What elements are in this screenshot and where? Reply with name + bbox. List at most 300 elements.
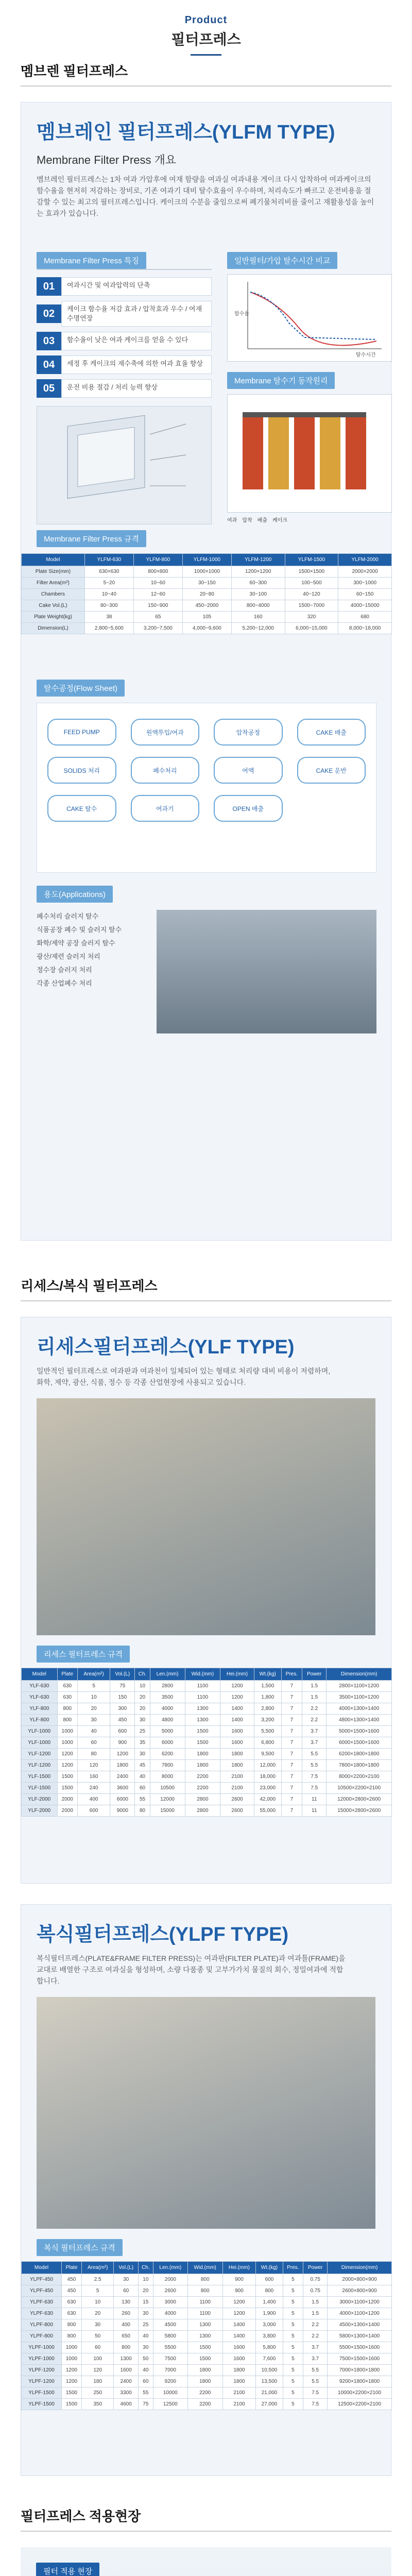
mechanism-diagram <box>227 394 392 513</box>
table-cell: 3.7 <box>302 1737 326 1749</box>
table-cell: 25 <box>135 1726 150 1737</box>
table-cell: 30 <box>135 1749 150 1760</box>
features-list <box>37 277 212 398</box>
recessed-card-title: 리세스필터프레스(YLF TYPE) <box>37 1336 295 1358</box>
table-header: Wid.(mm) <box>185 1668 220 1681</box>
flow-step: CAKE 탈수 <box>47 795 116 822</box>
flow-step: SOLIDS 처리 <box>47 757 116 784</box>
table-cell: 2000 <box>153 2274 187 2285</box>
table-row <box>22 2387 392 2399</box>
table-cell: 60 <box>135 1783 150 1794</box>
table-cell: 1800 <box>185 1749 220 1760</box>
table-cell: 4000 <box>150 1703 185 1715</box>
section-title-sites: 필터프레스 적용현장 <box>21 2509 141 2524</box>
table-cell: 800 <box>256 2285 283 2297</box>
table-cell: 1.5 <box>302 1681 326 1692</box>
table-cell: 120 <box>82 2365 114 2376</box>
table-header: Hei.(mm) <box>222 2262 256 2274</box>
table-cell: 5000×1500×1600 <box>327 1726 392 1737</box>
table-cell: 40 <box>138 2365 153 2376</box>
table-cell: 20 <box>138 2285 153 2297</box>
sites-tag: 필터 적용 현장 <box>36 2563 99 2576</box>
table-cell: 1500 <box>185 1737 220 1749</box>
table-cell: 2800 <box>185 1805 220 1817</box>
table-cell: 1.5 <box>303 2297 328 2308</box>
table-cell: 1200 <box>220 1692 254 1703</box>
table-cell: YLPF-1000 <box>22 2342 62 2353</box>
table-cell: 5.5 <box>302 1760 326 1771</box>
table-cell: 650 <box>114 2331 139 2342</box>
table-cell: 2000 <box>57 1805 78 1817</box>
table-cell: 3.7 <box>303 2342 328 2353</box>
table-row <box>22 2353 392 2365</box>
table-cell: 240 <box>78 1783 110 1794</box>
table-cell: 12500×2200×2100 <box>328 2399 392 2410</box>
table-cell: 1200 <box>57 1749 78 1760</box>
table-cell: 3000 <box>153 2297 187 2308</box>
table-cell: 3000×1100×1200 <box>328 2297 392 2308</box>
table-row <box>22 2274 392 2285</box>
table-cell: 60 <box>82 2342 114 2353</box>
table-cell: 630 <box>62 2297 82 2308</box>
table-header: Hei.(mm) <box>220 1668 254 1681</box>
table-cell: 2200 <box>187 2387 222 2399</box>
table-cell: YLPF-630 <box>22 2297 62 2308</box>
table-cell: 2100 <box>222 2387 256 2399</box>
table-cell: 7 <box>281 1737 302 1749</box>
table-cell: YLPF-450 <box>22 2285 62 2297</box>
filter-plate-illustration <box>37 406 212 524</box>
membrane-subtitle: Membrane Filter Press 개요 <box>37 154 177 166</box>
table-cell: 400 <box>78 1794 110 1805</box>
table-row <box>22 2319 392 2331</box>
list-item: 각종 산업폐수 처리 <box>37 979 92 987</box>
table-cell: 800 <box>62 2331 82 2342</box>
recessed-description: 일반적인 필터프레스로 여과판과 여과천이 일체되어 있는 형태로 처리량 대비 비용이 저렴하며, 화학, 제약, 광산, 식품, 정수 등 각종 산업현장에 사용되고 있습니다. <box>37 1367 331 1386</box>
list-item: 화학/제약 공장 슬러지 탈수 <box>37 939 115 947</box>
plateframe-spec-tag: 복식 필터프레스 규격 <box>37 2239 123 2256</box>
table-cell: 4000×1100×1200 <box>328 2308 392 2319</box>
table-cell: 15 <box>138 2297 153 2308</box>
table-cell: 5 <box>283 2319 303 2331</box>
table-cell: YLPF-1200 <box>22 2365 62 2376</box>
table-cell: 5500×1500×1600 <box>328 2342 392 2353</box>
applications-block <box>37 886 376 1033</box>
table-cell: YLF-1200 <box>22 1760 58 1771</box>
table-cell: 2600 <box>220 1805 254 1817</box>
table-row <box>22 1805 392 1817</box>
table-cell: 1200 <box>110 1749 135 1760</box>
table-row <box>22 2308 392 2319</box>
table-cell: 1100 <box>185 1681 220 1692</box>
table-cell: 600 <box>78 1805 110 1817</box>
table-cell: 10 <box>138 2274 153 2285</box>
table-cell: 1800 <box>110 1760 135 1771</box>
table-row <box>22 1703 392 1715</box>
table-cell: 7 <box>281 1805 302 1817</box>
table-cell: YLF-1200 <box>22 1749 58 1760</box>
table-cell: 7500×1500×1600 <box>328 2353 392 2365</box>
features-block <box>37 252 212 524</box>
table-cell: 2.2 <box>302 1703 326 1715</box>
table-cell: YLF-630 <box>22 1681 58 1692</box>
flow-tag: 탈수공정(Flow Sheet) <box>37 680 125 697</box>
table-cell: 2100 <box>220 1783 254 1794</box>
flow-step: 여액 <box>214 757 283 784</box>
table-row: Cake Vol.(L) 80~300 150~900 450~2000 800~4000 1500~7000 4000~15000 <box>22 600 392 612</box>
table-cell: YLPF-1000 <box>22 2353 62 2365</box>
table-cell: 9200 <box>153 2376 187 2387</box>
table-cell: 7800 <box>150 1760 185 1771</box>
table-cell: 350 <box>82 2399 114 2410</box>
membrane-card <box>21 102 391 1241</box>
table-row: Plate Weight(kg) 38 65 105 160 320 680 <box>22 612 392 623</box>
table-cell: 800 <box>187 2274 222 2285</box>
table-cell: 20 <box>135 1692 150 1703</box>
table-header: Dimension(mm) <box>327 1668 392 1681</box>
table-cell: 1800 <box>187 2376 222 2387</box>
table-cell: 600 <box>110 1726 135 1737</box>
flow-step: FEED PUMP <box>47 719 116 745</box>
table-header: Model <box>22 1668 58 1681</box>
sites-panel <box>21 2547 391 2576</box>
compare-block <box>227 252 392 523</box>
table-cell: 40 <box>138 2331 153 2342</box>
table-cell: 60 <box>114 2285 139 2297</box>
section-rule <box>21 86 391 87</box>
table-cell: 260 <box>114 2308 139 2319</box>
table-cell: 7.5 <box>302 1783 326 1794</box>
plateframe-card <box>21 1904 391 2476</box>
table-cell: 7.5 <box>303 2387 328 2399</box>
table-cell: 1,900 <box>256 2308 283 2319</box>
table-row <box>22 1794 392 1805</box>
table-cell: 2.2 <box>303 2319 328 2331</box>
table-cell: 1100 <box>187 2297 222 2308</box>
page-header <box>0 0 412 57</box>
table-header: Len.(mm) <box>150 1668 185 1681</box>
flow-step: 원액투입/여과 <box>131 719 200 745</box>
table-cell: 5 <box>283 2353 303 2365</box>
table-header: Wid.(mm) <box>187 2262 222 2274</box>
feature-item: 02 케이크 함수율 저감 효과 / 압착효과 우수 / 여재 수명연장 <box>37 301 212 327</box>
table-cell: 10 <box>82 2297 114 2308</box>
table-row <box>22 2297 392 2308</box>
table-cell: 3.7 <box>303 2353 328 2365</box>
table-row <box>22 1771 392 1783</box>
table-cell: 450 <box>62 2285 82 2297</box>
table-cell: 1.5 <box>303 2308 328 2319</box>
table-cell: 2400 <box>114 2376 139 2387</box>
table-cell: 20 <box>82 2308 114 2319</box>
table-cell: 7 <box>281 1681 302 1692</box>
table-cell: 2600 <box>220 1794 254 1805</box>
table-cell: 3500×1100×1200 <box>327 1692 392 1703</box>
table-cell: 10000×2200×2100 <box>328 2387 392 2399</box>
table-cell: 160 <box>78 1771 110 1783</box>
table-cell: 7 <box>281 1749 302 1760</box>
table-cell: 55 <box>138 2387 153 2399</box>
table-cell: 5 <box>82 2285 114 2297</box>
flow-step: OPEN 배출 <box>214 795 283 822</box>
table-cell: 40 <box>135 1771 150 1783</box>
table-cell: 75 <box>110 1681 135 1692</box>
table-cell: YLPF-630 <box>22 2308 62 2319</box>
table-cell: 6200 <box>150 1749 185 1760</box>
list-item: 광산/제련 슬러지 처리 <box>37 953 100 960</box>
table-cell: 12500 <box>153 2399 187 2410</box>
table-row <box>22 1783 392 1794</box>
list-item: 정수장 슬러지 처리 <box>37 966 92 974</box>
table-cell: 2200 <box>185 1771 220 1783</box>
table-cell: YLF-1000 <box>22 1726 58 1737</box>
table-cell: YLF-2000 <box>22 1805 58 1817</box>
table-cell: 3,800 <box>256 2331 283 2342</box>
table-cell: YLF-1500 <box>22 1783 58 1794</box>
table-row <box>22 2365 392 2376</box>
table-cell: 7800×1800×1800 <box>327 1760 392 1771</box>
table-cell: 4800×1300×1400 <box>327 1715 392 1726</box>
section-title-recessed: 리세스/복식 필터프레스 <box>21 1278 158 1294</box>
membrane-spec-table: Model YLFM-630 YLFM-800 YLFM-1000 YLFM-1200 YLFM-1500 YLFM-2000 Plate Size(mm) 630×630 800×800 1000×1000 1200×1200 1500×1500 2000×2000 Filter Area(m²) 5~20 10~60 30~150 60~300 100~500 300~1000 Chambers 10~40 12~60 20~80 30~100 40~120 60~150 Cake Vol.(L) 80~300 150~900 450~2000 800~4000 1500~7000 4000~15000 Plate Weight(kg) 38 65 105 160 320 680 Dimension(L) 2,800~5,600 3,200~7,500 4,000~9,600 5,200~12,000 6,000~15,000 8,000~18,000 <box>21 553 392 634</box>
table-cell: 12000×2800×2600 <box>327 1794 392 1805</box>
flow-sheet <box>37 703 376 873</box>
flow-sheet-block <box>37 680 376 873</box>
mechanism-tag: Membrane 탈수기 동작원리 <box>227 372 335 389</box>
table-cell: 4000 <box>153 2308 187 2319</box>
table-cell: 10000 <box>153 2387 187 2399</box>
table-cell: 10,500 <box>256 2365 283 2376</box>
table-cell: 800 <box>57 1715 78 1726</box>
table-cell: 15000 <box>150 1805 185 1817</box>
feature-item: 03 함수율이 낮은 여과 케이크를 얻을 수 있다 <box>37 332 212 350</box>
table-cell: 250 <box>82 2387 114 2399</box>
table-cell: 7000×1800×1800 <box>328 2365 392 2376</box>
table-cell: 3,000 <box>256 2319 283 2331</box>
dewater-compare-chart <box>227 274 392 362</box>
table-cell: 1500 <box>62 2387 82 2399</box>
membrane-card-title: 멤브레인 필터프레스(YLFM TYPE) <box>37 122 335 143</box>
table-cell: 2.2 <box>302 1715 326 1726</box>
table-cell: 5 <box>283 2274 303 2285</box>
table-cell: 30 <box>138 2308 153 2319</box>
table-cell: 8000×2200×2100 <box>327 1771 392 1783</box>
table-cell: 4800 <box>150 1715 185 1726</box>
table-cell: 20 <box>135 1703 150 1715</box>
table-cell: 630 <box>57 1692 78 1703</box>
table-cell: 1200 <box>62 2365 82 2376</box>
table-cell: YLF-800 <box>22 1715 58 1726</box>
table-row: Plate Size(mm) 630×630 800×800 1000×1000 1200×1200 1500×1500 2000×2000 <box>22 566 392 578</box>
table-cell: 4500×1300×1400 <box>328 2319 392 2331</box>
table-cell: 1000 <box>57 1726 78 1737</box>
table-cell: 150 <box>110 1692 135 1703</box>
table-cell: 2800 <box>185 1794 220 1805</box>
table-cell: 6200×1800×1800 <box>327 1749 392 1760</box>
table-header: Wt.(kg) <box>256 2262 283 2274</box>
table-cell: 2600 <box>153 2285 187 2297</box>
table-cell: 5.5 <box>303 2376 328 2387</box>
table-cell: YLPF-800 <box>22 2319 62 2331</box>
table-row <box>22 1692 392 1703</box>
table-cell: 45 <box>135 1760 150 1771</box>
table-cell: 1000 <box>57 1737 78 1749</box>
table-cell: 450 <box>62 2274 82 2285</box>
table-cell: 1500 <box>187 2342 222 2353</box>
table-cell: 30 <box>114 2274 139 2285</box>
title-underline <box>191 54 221 56</box>
recessed-card <box>21 1317 391 1884</box>
section-rule <box>21 2531 391 2532</box>
table-cell: 1500 <box>57 1783 78 1794</box>
table-header: Dimension(mm) <box>328 2262 392 2274</box>
table-header: Area(m²) <box>78 1668 110 1681</box>
table-cell: 5 <box>283 2297 303 2308</box>
table-cell: 5000 <box>150 1726 185 1737</box>
mechanism-legend: 여과 압착 배출 케이크 <box>227 518 287 523</box>
table-cell: 20 <box>78 1703 110 1715</box>
table-cell: 1200 <box>222 2297 256 2308</box>
table-row <box>22 2331 392 2342</box>
flow-step: 폐수처리 <box>131 757 200 784</box>
table-cell: 13,500 <box>256 2376 283 2387</box>
feature-item: 01 여과시간 및 여과압력의 단축 <box>37 277 212 296</box>
table-cell: 1500 <box>185 1726 220 1737</box>
table-cell: YLPF-1200 <box>22 2376 62 2387</box>
recessed-spec-tag: 리세스 필터프레스 규격 <box>37 1646 130 1663</box>
table-cell: 1500 <box>187 2353 222 2365</box>
table-cell: 3,200 <box>254 1715 281 1726</box>
table-cell: YLF-1500 <box>22 1771 58 1783</box>
table-cell: 630 <box>57 1681 78 1692</box>
table-cell: YLF-1000 <box>22 1737 58 1749</box>
table-cell: 50 <box>82 2331 114 2342</box>
table-cell: 300 <box>110 1703 135 1715</box>
table-cell: 5 <box>283 2376 303 2387</box>
table-cell: 30 <box>138 2342 153 2353</box>
table-cell: 800 <box>187 2285 222 2297</box>
table-cell: 0.75 <box>303 2285 328 2297</box>
table-cell: 1800 <box>187 2365 222 2376</box>
table-header: Ch. <box>138 2262 153 2274</box>
table-cell: YLPF-800 <box>22 2331 62 2342</box>
table-cell: 1800 <box>222 2365 256 2376</box>
table-header: Power <box>302 1668 326 1681</box>
table-cell: YLF-2000 <box>22 1794 58 1805</box>
table-cell: 25 <box>138 2319 153 2331</box>
table-cell: 7.5 <box>302 1771 326 1783</box>
plateframe-description: 복식필터프레스(PLATE&FRAME FILTER PRESS)는 여과판(FILTER PLATE)과 여과틀(FRAME)을 교대로 배열한 구조로 여과실을 형성하며, 소량 다품종 및 고부가가치 물질의 회수, 정밀여과에 적합합니다. <box>37 1954 346 1985</box>
table-cell: 9000 <box>110 1805 135 1817</box>
flow-step: 여과기 <box>131 795 200 822</box>
membrane-spec-block <box>21 530 391 634</box>
recessed-spec-table <box>21 1668 392 1817</box>
table-header: Vol.(L) <box>110 1668 135 1681</box>
table-cell: 2200 <box>187 2399 222 2410</box>
table-cell: 11 <box>302 1794 326 1805</box>
table-cell: 1,400 <box>256 2297 283 2308</box>
table-cell: 1600 <box>114 2365 139 2376</box>
table-cell: 1200 <box>220 1681 254 1692</box>
table-cell: YLF-630 <box>22 1692 58 1703</box>
table-header: Pres. <box>283 2262 303 2274</box>
table-cell: 5500 <box>153 2342 187 2353</box>
table-header: Power <box>303 2262 328 2274</box>
features-tag: Membrane Filter Press 특징 <box>37 252 146 269</box>
table-cell: 1800 <box>185 1760 220 1771</box>
table-cell: 30 <box>82 2319 114 2331</box>
table-cell: 55 <box>135 1794 150 1805</box>
table-header: Area(m²) <box>82 2262 114 2274</box>
table-cell: 55,000 <box>254 1805 281 1817</box>
plateframe-photo <box>37 1997 375 2229</box>
table-row <box>22 1726 392 1737</box>
table-cell: 7 <box>281 1783 302 1794</box>
table-cell: 6000 <box>150 1737 185 1749</box>
table-row <box>22 1737 392 1749</box>
table-cell: 2000×800×900 <box>328 2274 392 2285</box>
table-cell: 12000 <box>150 1794 185 1805</box>
table-cell: 2800×1100×1200 <box>327 1681 392 1692</box>
table-cell: 7 <box>281 1715 302 1726</box>
table-cell: 30 <box>78 1715 110 1726</box>
table-cell: 900 <box>222 2274 256 2285</box>
table-cell: 130 <box>114 2297 139 2308</box>
table-cell: 8000 <box>150 1771 185 1783</box>
table-cell: 3600 <box>110 1783 135 1794</box>
table-cell: 80 <box>78 1749 110 1760</box>
table-header: Ch. <box>135 1668 150 1681</box>
table-cell: 5 <box>283 2342 303 2353</box>
table-header: Len.(mm) <box>153 2262 187 2274</box>
table-cell: 800 <box>114 2342 139 2353</box>
table-cell: 180 <box>82 2376 114 2387</box>
table-cell: 1,500 <box>254 1681 281 1692</box>
table-cell: 100 <box>82 2353 114 2365</box>
table-cell: 450 <box>110 1715 135 1726</box>
table-cell: 2400 <box>110 1771 135 1783</box>
table-row: Filter Area(m²) 5~20 10~60 30~150 60~300 100~500 300~1000 <box>22 578 392 589</box>
table-cell: 120 <box>78 1760 110 1771</box>
table-cell: 1600 <box>220 1726 254 1737</box>
flow-step: CAKE 배출 <box>297 719 366 745</box>
table-cell: 1300 <box>114 2353 139 2365</box>
table-cell: 1000 <box>62 2353 82 2365</box>
table-cell: 3.7 <box>302 1726 326 1737</box>
table-cell: 5.5 <box>302 1749 326 1760</box>
table-cell: 1800 <box>222 2376 256 2387</box>
table-cell: 5800 <box>153 2331 187 2342</box>
table-cell: 21,000 <box>256 2387 283 2399</box>
table-cell: 50 <box>138 2353 153 2365</box>
table-row <box>22 2399 392 2410</box>
table-cell: 1300 <box>185 1715 220 1726</box>
flow-step: CAKE 운반 <box>297 757 366 784</box>
table-cell: 5,500 <box>254 1726 281 1737</box>
table-cell: 1400 <box>222 2331 256 2342</box>
table-cell: 900 <box>110 1737 135 1749</box>
table-cell: 2100 <box>220 1771 254 1783</box>
table-cell: 6000 <box>110 1794 135 1805</box>
table-cell: 2000 <box>57 1794 78 1805</box>
table-cell: 9200×1800×1800 <box>328 2376 392 2387</box>
table-header: Plate <box>57 1668 78 1681</box>
table-cell: 2600×800×900 <box>328 2285 392 2297</box>
table-cell: 1100 <box>185 1692 220 1703</box>
table-cell: 23,000 <box>254 1783 281 1794</box>
table-cell: 800 <box>62 2319 82 2331</box>
table-cell: 1600 <box>222 2342 256 2353</box>
